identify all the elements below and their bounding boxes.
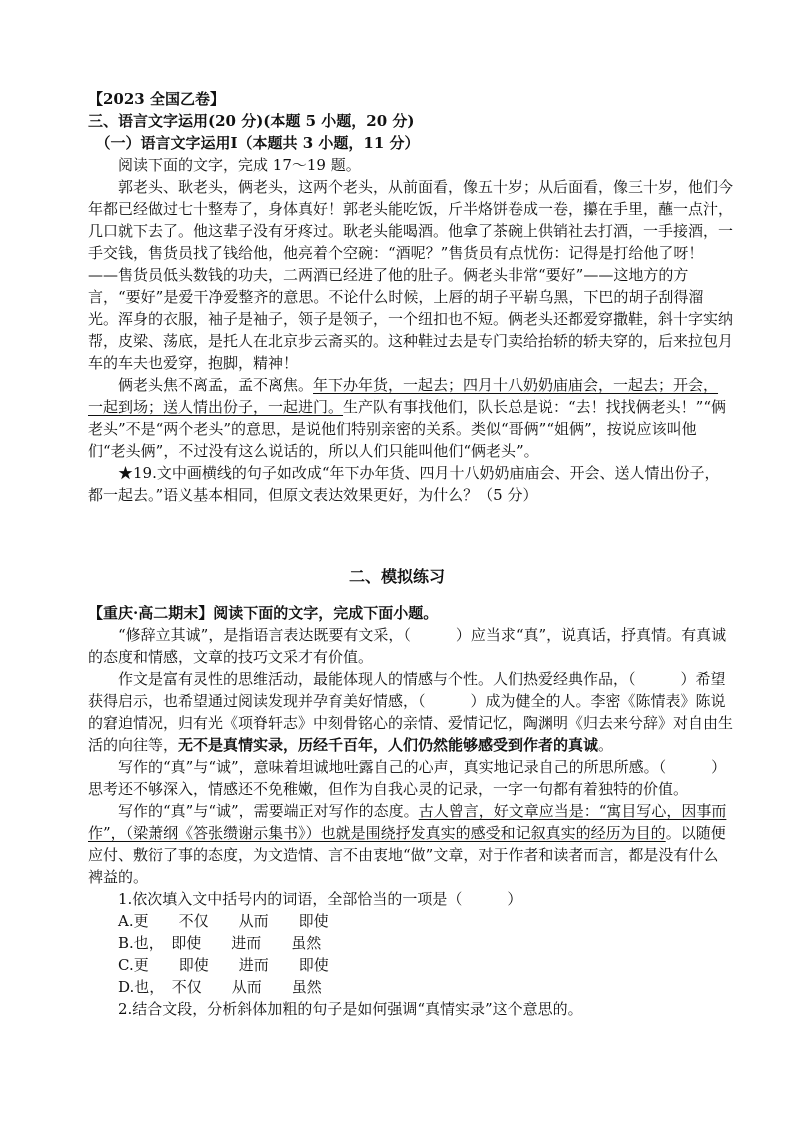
para2-rest: 生产队有事找他们，队长总是说：“去！找找俩老头！”“俩老头”不是“两个老头”的意思，是说他们特别亲密的关系。类似“哥俩”“姐俩”，按说应该叫他们“老头俩”，不过没有这么说话的，所以人们只能叫他们“俩老头”。: [88, 398, 727, 460]
option-d: D.也， 不仅 从而 虽然: [118, 978, 322, 996]
option-b: B.也， 即使 进而 虽然: [118, 934, 322, 952]
question-1: 1.依次填入文中括号内的词语，全部恰当的一项是（ ）: [118, 890, 523, 908]
question-2: 2.结合文段，分析斜体加粗的句子是如何强调“真情实录”这个意思的。: [118, 1000, 583, 1018]
section-two-title: 二、模拟练习: [348, 567, 445, 586]
section-two: [88, 602, 733, 1020]
s2-para2-rest: 。: [598, 736, 614, 754]
bold-sentence: 无不是真情实录，历经千百年，人们仍然能够感受到作者的真诚: [178, 736, 599, 754]
s2-para4-rest: 。以随便应付、敷衍了事的态度，为文造情、言不由衷地“做”文章，对于作者和读者而言，都是没有什么裨益的。: [88, 824, 726, 886]
s2-para2-lead: 作文是富有灵性的思维活动，最能体现人的情感与个性。人们热爱经典作品，（ ）希望获得启示，也希望通过阅读发现并孕育美好情感，（ ）成为健全的人。李密《陈情表》陈说的窘迫情况，归有光《项脊轩志》中刻骨铭心的亲情、爱情记忆，陶渊明《归去来兮辞》对自由生活的向往等，: [88, 670, 734, 754]
s2-paragraph-1: “修辞立其诚”，是指语言表达既要有文采，（ ）应当求“真”，说真话，抒真情。有真诚的态度和情感，文章的技巧文采才有价值。: [88, 626, 727, 666]
section-title: 三、语言文字运用(20 分)(本题 5 小题，20 分): [88, 112, 415, 130]
para2-lead: 俩老头焦不离孟，孟不离焦。: [118, 376, 314, 394]
passage-paragraph-2: [88, 374, 733, 462]
exam-tag: 【2023 全国乙卷】: [88, 90, 225, 108]
s2-paragraph-2: [88, 668, 733, 756]
option-c: C.更 即使 进而 即使: [118, 956, 329, 974]
sub-title: （一）语言文字运用Ⅰ（本题共 3 小题，11 分）: [95, 134, 420, 152]
option-a: A.更 不仅 从而 即使: [118, 912, 329, 930]
instruction: 阅读下面的文字，完成 17～19 题。: [118, 156, 361, 174]
s2-paragraph-4: [88, 800, 733, 888]
passage-paragraph-1: 郭老头、耿老头，俩老头，这两个老头，从前面看，像五十岁；从后面看，像三十岁，他们今年都已经做过七十整寿了，身体真好！郭老头能吃饭，斤半烙饼卷成一卷，攥在手里，蘸一点汁，几口就下去了。他这辈子没有牙疼过。耿老头能喝酒。他拿了茶碗上供销社去打酒，一手接酒，一手交钱，售货员找了钱给他，他亮着个空碗：“酒呢？”售货员有点忧伤：记得是打给他了呀！——售货员低头数钱的功夫，二两酒已经进了他的肚子。俩老头非常“要好”——这地方的方言，“要好”是爱干净爱整齐的意思。不论什么时候，上唇的胡子平崭乌黑，下巴的胡子刮得溜光。浑身的衣服，袖子是袖子，领子是领子，一个纽扣也不短。俩老头还都爱穿撒鞋，斜十字实纳帮，皮梁、荡底，是托人在北京步云斋买的。这种鞋过去是专门卖给抬轿的轿夫穿的，后来拉包月车的车夫也爱穿，抱脚，精神！: [88, 178, 734, 372]
s2-para4-lead: 写作的“真”与“诚”，需要端正对写作的态度。: [118, 802, 419, 820]
section-two-intro: 【重庆·高二期末】阅读下面的文字，完成下面小题。: [88, 604, 439, 622]
underlined-quote: 古人曾言，好文章应当是：“寓目写心，因事而作”，（梁萧纲《答张缵谢示集书》）也就是围绕抒发真实的感受和记叙真实的经历为目的: [88, 802, 727, 842]
s2-paragraph-3: 写作的“真”与“诚”，意味着坦诚地吐露自己的心声，真实地记录自己的所思所感。（ ）思考还不够深入，情感还不免稚嫩，但作为自我心灵的记录，一字一句都有着独特的价值。: [88, 758, 727, 798]
section-one: [88, 88, 733, 506]
question-19: ★19.文中画横线的句子如改成“年下办年货、四月十八奶奶庙庙会、开会、送人情出份子，都一起去。”语义基本相同，但原文表达效果更好，为什么？（5 分）: [88, 464, 720, 504]
underlined-sentence: 年下办年货，一起去；四月十八奶奶庙庙会，一起去；开会，一起到场；送人情出份子，一起进门。: [88, 376, 719, 416]
